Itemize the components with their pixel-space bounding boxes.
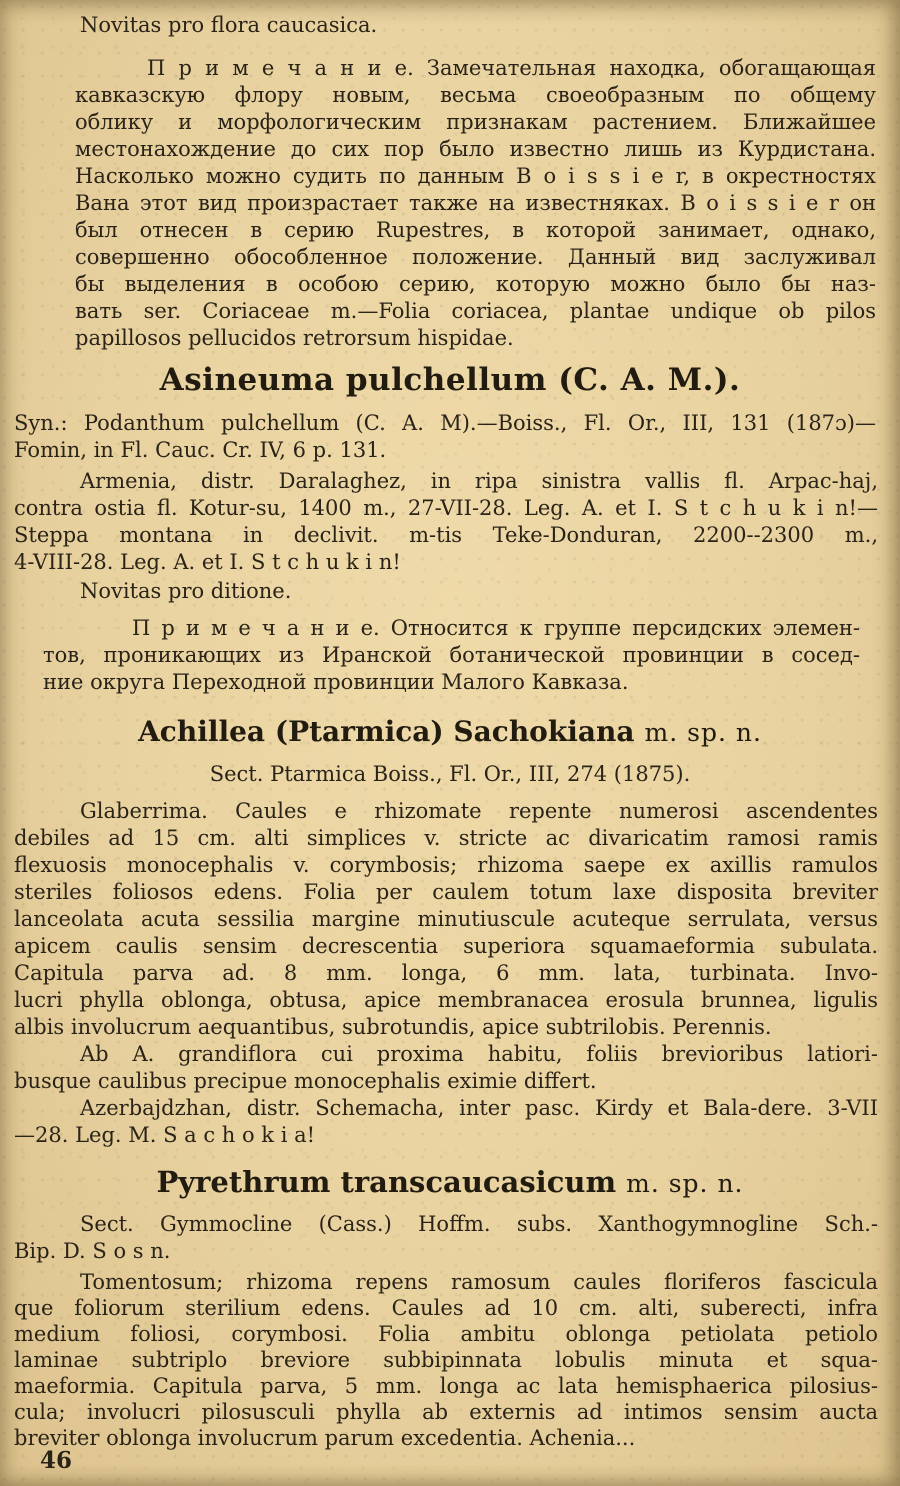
section-reference-gymmocline: [14, 1211, 878, 1265]
text-line: бы выделения в особою серию, которую можно было бы наз-: [75, 272, 876, 296]
text-line: medium foliosi, corymbosi. Folia ambitu oblonga petiolata petiolo: [14, 1322, 878, 1346]
text-line: lanceolata acuta sessilia margine minutiuscule acuteque serrulata, versus: [14, 907, 878, 931]
description-paragraph-achillea: [14, 798, 878, 1041]
text-line: apicem caulis sensim decrescentia superiora squamaeformia subulata.: [14, 934, 878, 958]
species-name-achillea: Achillea (Ptarmica) Sachokiana: [138, 715, 635, 748]
species-authority-achillea: m. sp. n.: [644, 718, 762, 747]
text-line: lucri phylla oblonga, obtusa, apice membranacea erosula brunnea, ligulis: [14, 988, 878, 1012]
text-line: Вана этот вид произрастает также на известняках. B o i s s i e r он: [75, 191, 876, 215]
text-line: тов, проникающих из Иранской ботанической провинции в сосед-: [43, 643, 860, 667]
synonymy-paragraph: [14, 410, 876, 464]
text-line: Насколько можно судить по данным B o i s s i e r, в окрестностях: [75, 164, 876, 188]
text-line: laminae subtriplo breviore subbipinnata lobulis minuta et squa-: [14, 1348, 878, 1372]
note-paragraph-kurdistan: [75, 55, 876, 352]
text-line: cula; involucri pilosusculi phylla ab externis ad intimos sensim aucta: [14, 1400, 878, 1424]
text-line: Ab A. grandiflora cui proxima habitu, foliis brevioribus latiori-: [80, 1042, 878, 1066]
collection-locality-paragraph: [14, 1095, 878, 1149]
species-heading-asineuma: Asineuma pulchellum (C. A. M.).: [159, 362, 741, 398]
text-line: кавказскую флору новым, весьма своеобразным по общему: [75, 83, 876, 107]
page-number: 46: [40, 1447, 73, 1474]
habitat-paragraph-armenia: [14, 468, 878, 576]
text-line: Capitula parva ad. 8 mm. longa, 6 mm. lata, turbinata. Invo-: [14, 961, 878, 985]
text-line: был отнесен в серию Rupestres, в которой занимает, однако,: [75, 218, 876, 242]
text-line: steriles foliosos edens. Folia per caulem totum laxe disposita breviter: [14, 880, 878, 904]
text-line: Glaberrima. Caules e rhizomate repente numerosi ascendentes: [80, 799, 878, 823]
text-line: совершенно обособленное положение. Данный вид заслуживал: [75, 245, 876, 269]
text-line: ние округа Переходной провинции Малого Кавказа.: [43, 670, 629, 694]
text-line: breviter oblonga involucrum parum excedentia. Achenia...: [14, 1426, 636, 1450]
text-line: debiles ad 15 cm. alti simplices v. stricte ac divaricatim ramosi ramis: [14, 826, 878, 850]
text-line: Bip. D. S o s n.: [14, 1239, 171, 1263]
text-line: maeformia. Capitula parva, 5 mm. longa ac lata hemisphaerica pilosius-: [14, 1374, 878, 1398]
text-line: albis involucrum aequantibus, subrotundis, apice subtrilobis. Perennis.: [14, 1015, 772, 1039]
text-line: —28. Leg. M. S a c h o k i a!: [14, 1123, 316, 1147]
text-line: Fomin, in Fl. Cauc. Cr. IV, 6 p. 131.: [14, 438, 387, 462]
text-line: Azerbajdzhan, distr. Schemacha, inter pasc. Kirdy et Bala-dere. 3-VII: [80, 1096, 878, 1120]
text-line: 4-VIII-28. Leg. A. et I. S t c h u k i n!: [14, 550, 401, 574]
species-name-pyrethrum: Pyrethrum transcaucasicum: [156, 1165, 617, 1199]
species-heading-achillea: [24, 712, 876, 753]
text-line: вать ser. Coriaceae m.—Folia coriacea, plantae undique ob pilos: [75, 299, 876, 323]
text-line: Sect. Gymmocline (Cass.) Hoffm. subs. Xanthogymnogline Sch.-: [80, 1212, 878, 1236]
novitas-ditione-line: Novitas pro ditione.: [80, 579, 292, 603]
text-line: contra ostia fl. Kotur-su, 1400 m., 27-VII-28. Leg. A. et I. S t c h u k i n!—: [14, 496, 878, 520]
note-paragraph-persian-elements: [43, 615, 860, 696]
text-line: П р и м е ч а н и е. Замечательная находка, обогащающая: [147, 56, 876, 80]
text-line: Tomentosum; rhizoma repens ramosum caules floriferos fascicula: [80, 1270, 878, 1294]
text-line: papillosos pellucidos retrorsum hispidae.: [75, 326, 514, 350]
text-line: Armenia, distr. Daralaghez, in ripa sinistra vallis fl. Arpac-haj,: [80, 469, 878, 493]
text-line: облику и морфологическим признакам растением. Ближайшее: [75, 110, 876, 134]
text-line: busque caulibus precipue monocephalis eximie differt.: [14, 1069, 597, 1093]
text-line: Syn.: Podanthum pulchellum (C. A. M).—Boiss., Fl. Or., III, 131 (187ɔ)—: [14, 411, 876, 435]
text-line: П р и м е ч а н и е. Относится к группе персидских элемен-: [132, 616, 860, 640]
comparison-paragraph: [14, 1041, 878, 1095]
species-heading-pyrethrum: [24, 1161, 876, 1205]
species-authority-pyrethrum: m. sp. n.: [626, 1169, 744, 1198]
section-reference-ptarmica: Sect. Ptarmica Boiss., Fl. Or., III, 274 (1875).: [209, 762, 691, 786]
text-line: que foliorum sterilium edens. Caules ad 10 cm. alti, suberecti, infra: [14, 1296, 878, 1320]
text-line: местонахождение до сих пор было известно лишь из Курдистана.: [75, 137, 876, 161]
novitas-flora-line: Novitas pro flora caucasica.: [80, 13, 378, 37]
description-paragraph-pyrethrum: [14, 1269, 878, 1451]
text-line: flexuosis monocephalis v. corymbosis; rhizoma saepe ex axillis ramulos: [14, 853, 878, 877]
text-line: Steppa montana in declivit. m-tis Teke-Donduran, 2200--2300 m.,: [14, 523, 878, 547]
